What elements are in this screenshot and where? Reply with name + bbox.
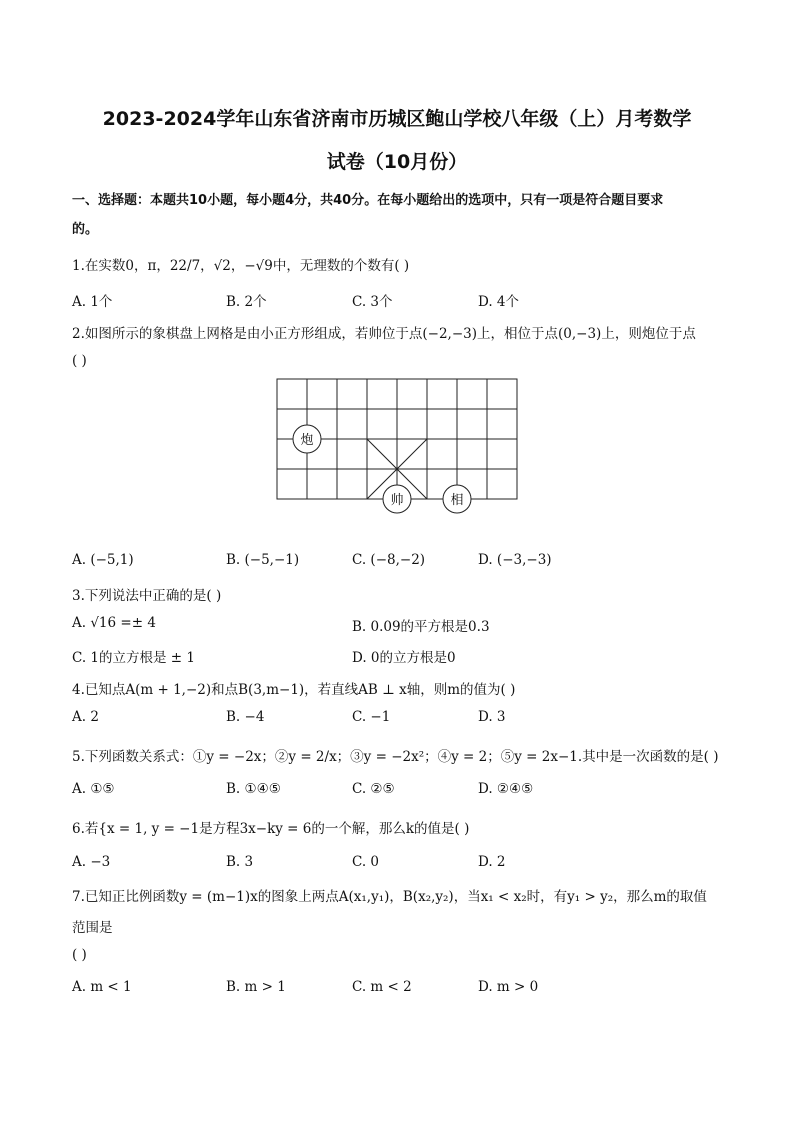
q6-option-a: A. −3 — [72, 854, 111, 870]
q2-option-a: A. (−5,1) — [72, 552, 134, 568]
q3-option-a: A. √16 =± 4 — [72, 615, 156, 631]
paper-title-line2: 试卷（10月份） — [326, 151, 468, 173]
piece-pao — [293, 425, 321, 453]
q1-option-c: C. 3个 — [352, 294, 393, 310]
q7-option-d: D. m > 0 — [478, 979, 539, 995]
q4-option-a: A. 2 — [72, 709, 99, 725]
svg-text:相: 相 — [450, 493, 464, 508]
q4-option-c: C. −1 — [352, 709, 391, 725]
q3-stem: 3.下列说法中正确的是( ) — [72, 588, 222, 604]
svg-text:炮: 炮 — [300, 433, 314, 448]
q5-option-b: B. ①④⑤ — [226, 781, 281, 797]
svg-text:帅: 帅 — [390, 493, 404, 508]
q7-stem-line3: ( ) — [72, 947, 87, 963]
q7-option-b: B. m > 1 — [226, 979, 286, 995]
q2-stem-line2: ( ) — [72, 353, 87, 369]
q4-stem: 4.已知点A(m + 1,−2)和点B(3,m−1)，若直线AB ⊥ x轴，则m的值为( ) — [72, 682, 516, 698]
q2-option-c: C. (−8,−2) — [352, 552, 426, 568]
q7-stem-line1: 7.已知正比例函数y = (m−1)x的图象上两点A(x₁,y₁)，B(x₂,y₂)，当x₁ < x₂时，有y₁ > y₂，那么m的取值 — [72, 889, 707, 905]
section-heading-line2: 的。 — [72, 222, 99, 237]
q5-option-a: A. ①⑤ — [72, 781, 115, 797]
q1-stem: 1.在实数0，π，22/7，√2，−√9中，无理数的个数有( ) — [72, 258, 410, 274]
q5-option-d: D. ②④⑤ — [478, 781, 534, 797]
q6-option-c: C. 0 — [352, 854, 380, 870]
q6-option-d: D. 2 — [478, 854, 506, 870]
q3-option-d: D. 0的立方根是0 — [352, 650, 456, 666]
q6-option-b: B. 3 — [226, 854, 254, 870]
q2-option-d: D. (−3,−3) — [478, 552, 552, 568]
q4-option-b: B. −4 — [226, 709, 265, 725]
q2-option-b: B. (−5,−1) — [226, 552, 300, 568]
paper-title-line1: 2023-2024学年山东省济南市历城区鲍山学校八年级（上）月考数学 — [102, 108, 692, 130]
q1-option-a: A. 1个 — [72, 294, 113, 310]
section-heading-line1: 一、选择题：本题共10小题，每小题4分，共40分。在每小题给出的选项中，只有一项是符合题目要求 — [72, 193, 664, 208]
q1-option-b: B. 2个 — [226, 294, 267, 310]
piece-xiang — [443, 485, 471, 513]
q7-option-a: A. m < 1 — [72, 979, 132, 995]
q4-option-d: D. 3 — [478, 709, 506, 725]
q1-option-d: D. 4个 — [478, 294, 520, 310]
q3-option-c: C. 1的立方根是 ± 1 — [72, 650, 196, 666]
q6-stem: 6.若{x = 1, y = −1是方程3x−ky = 6的一个解，那么k的值是( ) — [72, 821, 470, 837]
chessboard-figure — [270, 372, 530, 522]
q5-option-c: C. ②⑤ — [352, 781, 395, 797]
q7-option-c: C. m < 2 — [352, 979, 412, 995]
piece-shuai — [383, 485, 411, 513]
q5-stem: 5.下列函数关系式：①y = −2x；②y = 2/x；③y = −2x²；④y = 2；⑤y = 2x−1.其中是一次函数的是( ) — [72, 749, 719, 765]
q7-stem-line2: 范围是 — [72, 920, 113, 936]
q2-stem-line1: 2.如图所示的象棋盘上网格是由小正方形组成，若帅位于点(−2,−3)上，相位于点(0,−3)上，则炮位于点 — [72, 326, 696, 342]
q3-option-b: B. 0.09的平方根是0.3 — [352, 619, 490, 635]
